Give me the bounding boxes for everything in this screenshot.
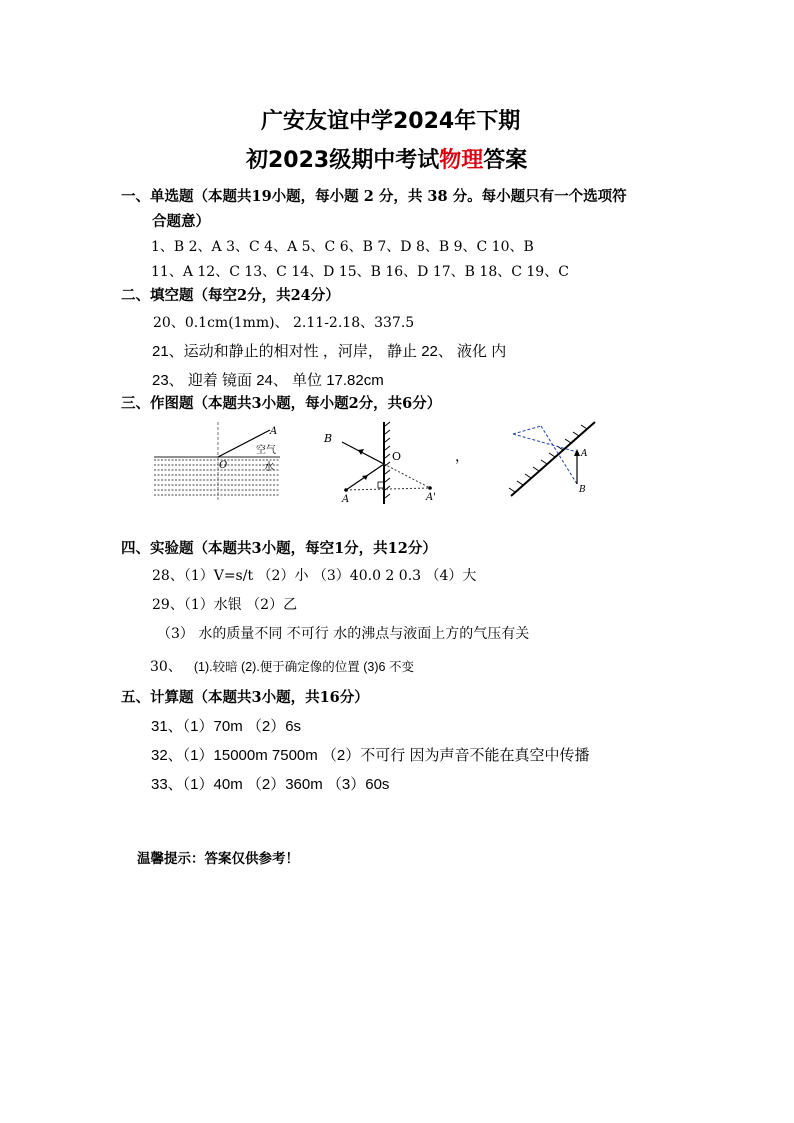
label-water: 水 xyxy=(264,462,274,473)
answer-q21-q22: 21、运动和静止的相对性 ，河岸， 静止 22、 液化 内 xyxy=(152,343,507,360)
label-a: A xyxy=(270,426,278,437)
answer-q20: 20、0.1cm(1mm)、 2.11-2.18、337.5 xyxy=(153,315,415,331)
mirror-hatch xyxy=(385,422,390,498)
q30-number: 30、 xyxy=(150,659,182,675)
answer-q23-q24: 23、 迎着 镜面 24、 单位 17.82cm xyxy=(152,372,384,389)
answer-q33: 33、（1）40m （2）360m （3）60s xyxy=(151,776,390,793)
page-title-line1: 广安友谊中学2024年下期 xyxy=(261,109,521,134)
section2-heading: 二、填空题（每空2分，共24分） xyxy=(121,287,340,304)
virtual-ray xyxy=(384,464,430,488)
answer-q30 xyxy=(150,656,414,676)
title-prefix: 初2023级期中考试 xyxy=(246,148,440,173)
answer-q29-part1: 29、（1）水银 （2）乙 xyxy=(152,597,298,613)
figure-separator: ， xyxy=(455,449,469,465)
point-a xyxy=(344,488,348,492)
figure-inclined-mirror xyxy=(505,418,605,500)
arrow-incident xyxy=(362,475,368,480)
label-a-prime: A' xyxy=(426,492,436,503)
connect-a xyxy=(513,434,577,452)
section1-heading-cont: 合题意） xyxy=(152,213,210,230)
title-suffix: 答案 xyxy=(483,148,528,173)
symmetry-line xyxy=(346,488,430,490)
label-o: O xyxy=(392,450,402,463)
section1-answers-row2: 11、A 12、C 13、C 14、D 15、B 16、D 17、B 18、C 19、C xyxy=(151,264,569,280)
figure-mirror-reflection xyxy=(318,420,448,506)
object-arrowhead xyxy=(574,449,580,456)
water-hatching xyxy=(154,460,280,495)
label-a: A xyxy=(581,449,588,459)
answer-q28: 28、（1）V=s/t （2）小 （3）40.0 2 0.3 （4）大 xyxy=(152,568,477,584)
answer-q29-part2: （3） 水的质量不同 不可行 水的沸点与液面上方的气压有关 xyxy=(157,626,530,642)
label-b: B xyxy=(579,485,586,495)
title-highlight: 物理 xyxy=(439,148,484,173)
section3-heading: 三、作图题（本题共3小题，每小题2分，共6分） xyxy=(121,395,442,412)
label-a: A xyxy=(342,494,350,505)
point-a-prime xyxy=(428,486,432,490)
answer-q32: 32、（1）15000m 7500m （2）不可行 因为声音不能在真空中传播 xyxy=(151,747,590,764)
q30-body: (1).较暗 (2).便于确定像的位置 (3)6 不变 xyxy=(193,660,414,674)
arrow-reflected xyxy=(358,449,364,455)
section1-answers-row1: 1、B 2、A 3、C 4、A 5、C 6、B 7、D 8、B 9、C 10、B xyxy=(151,239,534,255)
label-o: O xyxy=(219,460,228,471)
footer-tip: 温馨提示：答案仅供参考！ xyxy=(137,851,299,867)
label-air: 空气 xyxy=(256,445,276,456)
label-b: B xyxy=(324,432,333,445)
answer-q31: 31、（1）70m （2）6s xyxy=(151,718,302,735)
page-title-line2 xyxy=(246,143,527,174)
figure-refraction xyxy=(152,420,284,502)
reflected-ray xyxy=(342,442,384,464)
section5-heading: 五、计算题（本题共3小题，共16分） xyxy=(121,689,369,706)
image-line xyxy=(513,426,541,434)
section1-heading: 一、单选题（本题共19小题，每小题 2 分，共 38 分。每小题只有一个选项符 xyxy=(121,188,627,205)
section4-heading: 四、实验题（本题共3小题，每空1分，共12分） xyxy=(121,540,437,557)
